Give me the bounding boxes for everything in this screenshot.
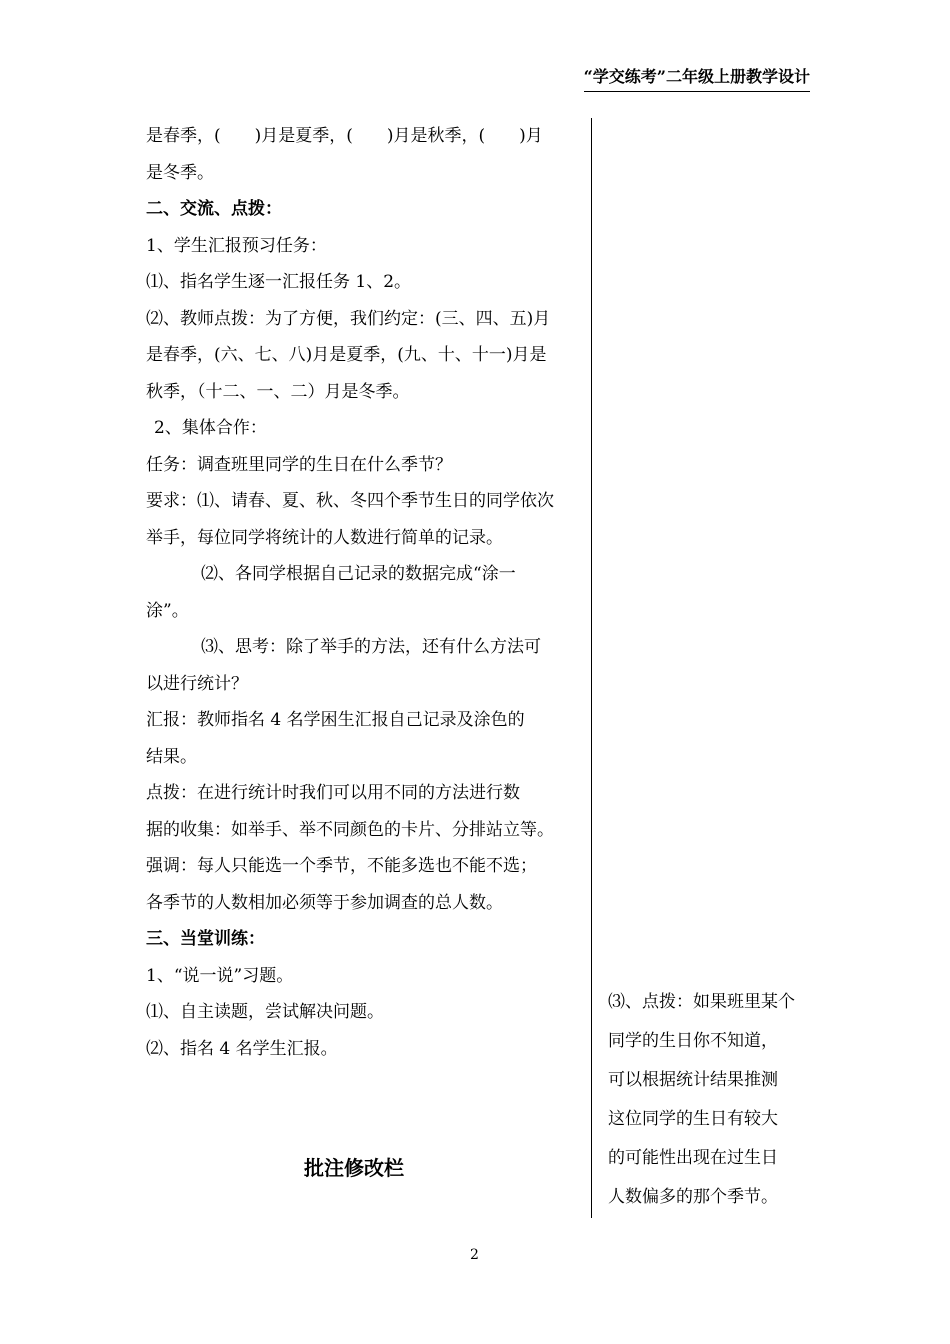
annotation-line: 这位同学的生日有较大 [608,1109,778,1129]
text-line: 1、学生汇报预习任务： [146,235,327,256]
text-line: ⑴、指名学生逐一汇报任务 1、2。 [146,272,412,292]
text-line: 强调：每人只能选一个季节，不能多选也不能不选； [146,856,537,876]
page-number: 2 [470,1247,479,1263]
annotation-line: 的可能性出现在过生日 [608,1148,778,1168]
lesson-plan-main-column [146,118,582,1067]
text-line: 结果。 [146,746,197,767]
text-line: 是春季，(六、七、八)月是夏季，(九、十、十一)月是 [146,345,547,365]
text-line: 任务：调查班里同学的生日在什么季节？ [146,454,452,475]
section-heading: 三、当堂训练： [146,929,265,949]
text-line: 是冬季。 [146,162,214,183]
text-line: 要求：⑴、请春、夏、秋、冬四个季节生日的同学依次 [146,491,554,511]
text-line: 涂”。 [146,600,189,621]
document-header: “学交练考”二年级上册教学设计 [584,64,810,92]
text-line: 各季节的人数相加必须等于参加调查的总人数。 [146,892,503,913]
annotation-column-title: 批注修改栏 [304,1156,404,1180]
annotation-column [608,983,818,1217]
text-line: 汇报：教师指名 4 名学困生汇报自己记录及涂色的 [146,710,525,730]
text-line: 点拨：在进行统计时我们可以用不同的方法进行数 [146,783,520,803]
text-line: 1、“说一说”习题。 [146,965,294,986]
annotation-line: ⑶、点拨：如果班里某个 [608,992,795,1012]
text-line: 以进行统计？ [146,673,248,694]
annotation-line: 可以根据统计结果推测 [608,1070,778,1090]
text-line: ⑵、各同学根据自己记录的数据完成“涂一 [201,564,516,584]
text-line: 秋季，（十二、一、二）月是冬季。 [146,381,410,402]
text-line: 是春季，( )月是夏季，( )月是秋季，( )月 [146,126,543,146]
text-line: 举手，每位同学将统计的人数进行简单的记录。 [146,527,503,548]
text-line: 据的收集：如举手、举不同颜色的卡片、分排站立等。 [146,819,554,840]
text-line: ⑵、教师点拨：为了方便，我们约定：(三、四、五)月 [146,308,551,329]
text-line: ⑴、自主读题，尝试解决问题。 [146,1002,384,1022]
annotation-line: 人数偏多的那个季节。 [608,1187,778,1207]
text-line: ⑵、指名 4 名学生汇报。 [146,1038,338,1059]
column-divider [591,118,592,1218]
section-heading: 二、交流、点拨： [146,199,282,219]
text-line: 2、集体合作： [154,418,267,438]
annotation-line: 同学的生日你不知道， [608,1031,778,1051]
text-line: ⑶、思考：除了举手的方法，还有什么方法可 [201,637,541,657]
